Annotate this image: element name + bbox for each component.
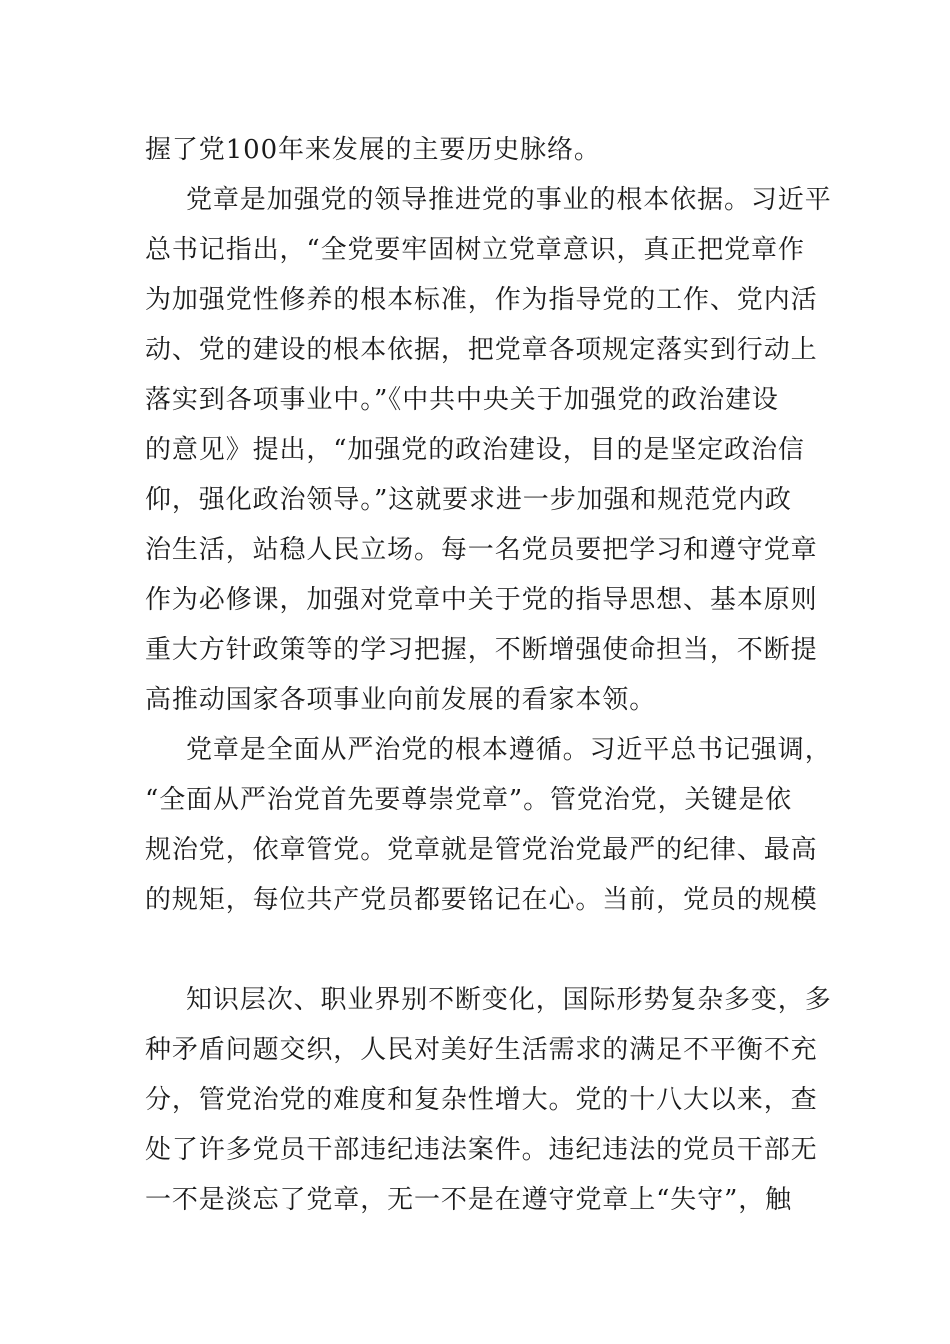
text-line: 一不是淡忘了党章，无一不是在遵守党章上“失守”，触 <box>145 1185 793 1215</box>
paragraph-start-line: 党章是全面从严治党的根本遵循。习近平总书记强调， <box>186 735 832 765</box>
text-line: 种矛盾问题交织，人民对美好生活需求的满足不平衡不充 <box>145 1035 818 1065</box>
text-line: 握了党100年来发展的主要历史脉络。 <box>145 135 601 165</box>
text-line: 作为必修课，加强对党章中关于党的指导思想、基本原则 <box>145 585 818 615</box>
text-line: 治生活，站稳人民立场。每一名党员要把学习和遵守党章 <box>145 535 818 565</box>
text-line: 的规矩，每位共产党员都要铭记在心。当前，党员的规模 <box>145 885 818 915</box>
text-line: 重大方针政策等的学习把握，不断增强使命担当，不断提 <box>145 635 818 665</box>
text-line: 处了许多党员干部违纪违法案件。违纪违法的党员干部无 <box>145 1135 818 1165</box>
text-line: 规治党，依章管党。党章就是管党治党最严的纪律、最高 <box>145 835 818 865</box>
text-line: 的意见》提出，“加强党的政治建设，目的是坚定政治信 <box>145 435 805 465</box>
text-line: 动、党的建设的根本依据，把党章各项规定落实到行动上 <box>145 335 818 365</box>
text-line: 总书记指出，“全党要牢固树立党章意识，真正把党章作 <box>145 235 805 265</box>
text-line: 落实到各项事业中。”《中共中央关于加强党的政治建设 <box>145 385 779 415</box>
text-line: 为加强党性修养的根本标准，作为指导党的工作、党内活 <box>145 285 818 315</box>
text-line: 分，管党治党的难度和复杂性增大。党的十八大以来，查 <box>145 1085 818 1115</box>
paragraph-start-line: 党章是加强党的领导推进党的事业的根本依据。习近平 <box>186 185 832 215</box>
paragraph-start-line: 知识层次、职业界别不断变化，国际形势复杂多变，多 <box>186 985 832 1015</box>
text-line: 仰，强化政治领导。”这就要求进一步加强和规范党内政 <box>145 485 792 515</box>
text-line: “全面从严治党首先要尊崇党章”。管党治党，关键是依 <box>145 785 793 815</box>
text-line: 高推动国家各项事业向前发展的看家本领。 <box>145 685 657 715</box>
